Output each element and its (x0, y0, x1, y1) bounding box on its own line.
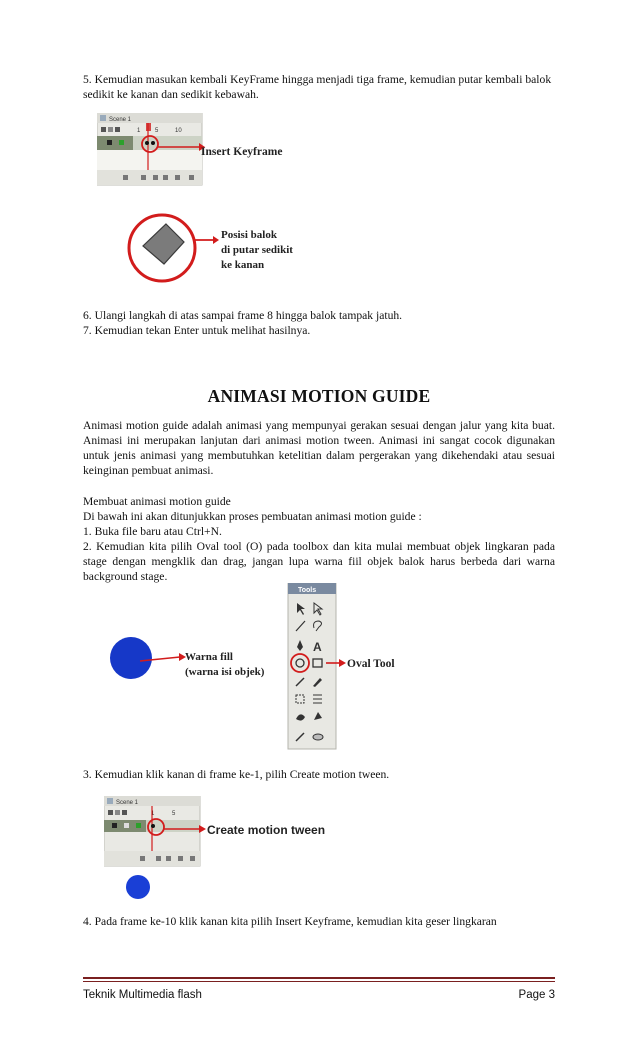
tick-1: 1 (137, 128, 141, 134)
layer-toolbar-icons (101, 127, 120, 132)
fill-label-line-2: (warna isi objek) (185, 666, 265, 678)
footer-rule (83, 977, 555, 979)
step-6-text: 6. Ulangi langkah di atas sampai frame 8 hingga balok tampak jatuh. (83, 309, 403, 322)
page-number: Page 3 (518, 989, 555, 1001)
fill-circle (110, 637, 152, 679)
layer-toolbar-icons (108, 810, 127, 815)
block-label-line-2: di putar sedikit (221, 244, 293, 256)
stage-circle (126, 875, 150, 899)
figure-timeline-create-motion-tween (104, 796, 344, 906)
oval-tool-label: Oval Tool (347, 658, 395, 670)
scene-icon (107, 798, 113, 804)
step-2-text: 2. Kemudian kita pilih Oval tool (O) pada toolbox dan kita mulai membuat objek lingkaran pada stage dengan mengklik dan drag, jangan lupa warna fiil objek balok harus berbeda dari warna background stage. (83, 540, 555, 583)
subheading-line: Membuat animasi motion guide (83, 495, 231, 508)
footer-title: Teknik Multimedia flash (83, 989, 202, 1001)
tick-10: 10 (175, 128, 182, 134)
instruction-line: Di bawah ini akan ditunjukkan proses pembuatan animasi motion guide : (83, 510, 422, 523)
insert-keyframe-label: Insert Keyframe (201, 146, 283, 158)
figure-oval-tool (100, 583, 430, 751)
step-4-text: 4. Pada frame ke-10 klik kanan kita pilih Insert Keyframe, kemudian kita geser lingkaran (83, 915, 497, 928)
intro-paragraph: Animasi motion guide adalah animasi yang mempunyai gerakan sesuai dengan jalur yang kita buat. Animasi ini merupakan lanjutan dari animasi motion tween. Animasi ini sangat cocok digunakan untuk jenis animasi yang membutuhkan ketelitian dalam pergerakan yang dikehendaki atau sesuai keinginan pembuat animasi. (83, 419, 555, 477)
scene-icon (100, 115, 106, 121)
step-1-text: 1. Buka file baru atau Ctrl+N. (83, 525, 222, 538)
section-heading: ANIMASI MOTION GUIDE (207, 386, 431, 406)
tools-panel (288, 583, 346, 749)
tools-title: Tools (298, 587, 317, 594)
create-motion-tween-label: Create motion tween (207, 823, 326, 837)
tick-1: 1 (151, 811, 155, 817)
scene-label: Scene 1 (109, 117, 132, 123)
step-5-text: 5. Kemudian masukan kembali KeyFrame hingga menjadi tiga frame, kemudian putar kembali balok sedikit ke kanan dan sedikit kebawah. (83, 73, 552, 101)
footer-rule-thin (83, 981, 555, 982)
tick-5: 5 (155, 128, 159, 134)
figure-timeline-insert-keyframe (97, 113, 312, 188)
scene-label: Scene 1 (116, 800, 139, 806)
fill-label-line-1: Warna fill (185, 651, 233, 663)
figure-rotated-block (126, 212, 326, 287)
text-tool-icon: A (313, 640, 322, 654)
eraser-tool-icon (313, 734, 323, 740)
block-label-line-3: ke kanan (221, 259, 265, 271)
tick-5: 5 (172, 811, 176, 817)
step-7-text: 7. Kemudian tekan Enter untuk melihat hasilnya. (83, 324, 311, 337)
step-3-text: 3. Kemudian klik kanan di frame ke-1, pilih Create motion tween. (83, 768, 390, 781)
block-label-line-1: Posisi balok (221, 229, 277, 241)
rotated-block (143, 224, 184, 264)
